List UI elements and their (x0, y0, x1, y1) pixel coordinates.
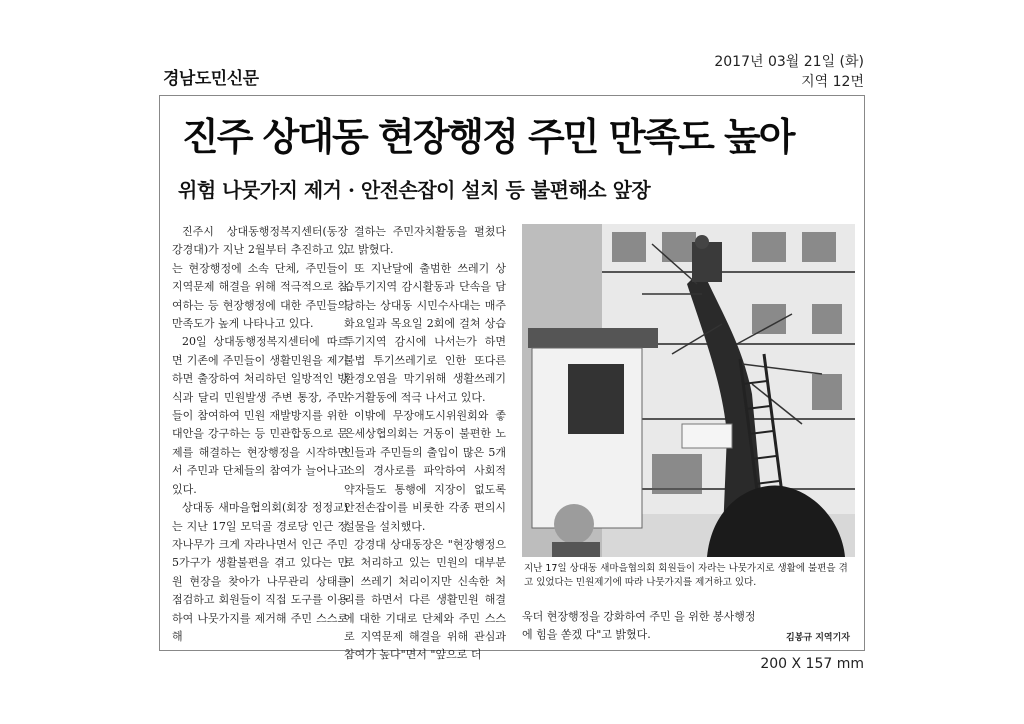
paragraph: 강경대 상대동장은 "현장행정으로 처리하고 있는 민원의 대부분이 쓰레기 처리이지만 신속한 처리를 하면서 다른 생활민원 해결에 대한 기대로 단체와 주민 스스로 지역문제 해결을 위해 관심과 참여가 높다"면서 "앞으로 더 (344, 537, 506, 662)
paragraph: 이밖에 무장애도시위원회와 좋은세상협의회는 거동이 불편한 노인들과 주민들의 출입이 많은 5개소의 경사로를 파악하여 사회적 약자들도 통행에 지장이 없도록 안전손잡이를 비롯한 각종 편의시설물을 설치했다. (344, 409, 506, 533)
paragraph: 결하는 주민자치활동을 펼쳤다고 밝혔다. (344, 225, 506, 257)
paragraph: 상대동 새마을협의회(회장 정정교)는 지난 17일 모덕골 경로당 인근 정자나무가 크게 자라나면서 인근 주민 5가구가 생활불편을 겪고 있다는 민원 현장을 찾아가 나무관리 상태를 점검하고 회원들이 직접 도구를 이용하여 나뭇가지를 제거해 주민 스스로 해 (172, 501, 348, 643)
photo-caption: 지난 17일 상대동 새마을협의회 회원들이 자라는 나뭇가지로 생활에 불편을 겪고 있었다는 민원제기에 따라 나뭇가지를 제거하고 있다. (524, 563, 848, 588)
paragraph: 20일 상대동행정복지센터에 따르면 기존에 주민들이 생활민원을 제기하면 출장하여 처리하던 일방적인 방식과 달리 민원발생 주변 통장, 주민들이 참여하여 민원 재발방지를 위한 대안을 강구하는 등 민관합동으로 문제를 해결하는 현장행정을 시작하면서 주민과 단체들의 참여가 늘어나고 있다. (172, 335, 348, 496)
article-subhead: 위험 나뭇가지 제거 · 안전손잡이 설치 등 불편해소 앞장 (178, 178, 651, 202)
clip-meta (714, 52, 864, 92)
paragraph: 진주시 상대동행정복지센터(동장 강경대)가 지난 2월부터 추진하고 있는 현장행정에 소속 단체, 주민들이 지역문제 해결을 위해 적극적으로 참여하는 등 현장행정에 대한 주민들의 만족도가 높게 나타나고 있다. (172, 225, 348, 331)
news-photo (522, 224, 855, 557)
article-column-2 (344, 223, 506, 665)
publication-date: 2017년 03월 21일 (화) (714, 54, 864, 70)
photo-illustration (522, 224, 855, 557)
article-headline: 진주 상대동 현장행정 주민 만족도 높아 (182, 115, 794, 159)
article-column-1 (172, 223, 348, 646)
page-section: 지역 12면 (801, 74, 864, 90)
reporter-byline: 김봉규 지역기자 (786, 633, 850, 643)
clip-size: 200 X 157 mm (760, 656, 864, 672)
paragraph: 또 지난달에 출범한 쓰레기 상습투기지역 감시활동과 단속을 담당하는 상대동 시민수사대는 매주 화요일과 목요일 2회에 걸쳐 상습 투기지역 감시에 나서는가 하면 불법 투기쓰레기로 인한 또다른 환경오염을 막기위해 생활쓰레기 수거활동에 적극 나서고 있다. (344, 261, 506, 404)
paragraph: 욱더 현장행정을 강화하여 주민 을 위한 봉사행정에 힘을 쏟겠 다"고 밝혔다. (522, 610, 756, 642)
article-clipping (159, 95, 865, 662)
newspaper-masthead: 경남도민신문 (163, 69, 259, 89)
article-column-3 (522, 608, 762, 645)
